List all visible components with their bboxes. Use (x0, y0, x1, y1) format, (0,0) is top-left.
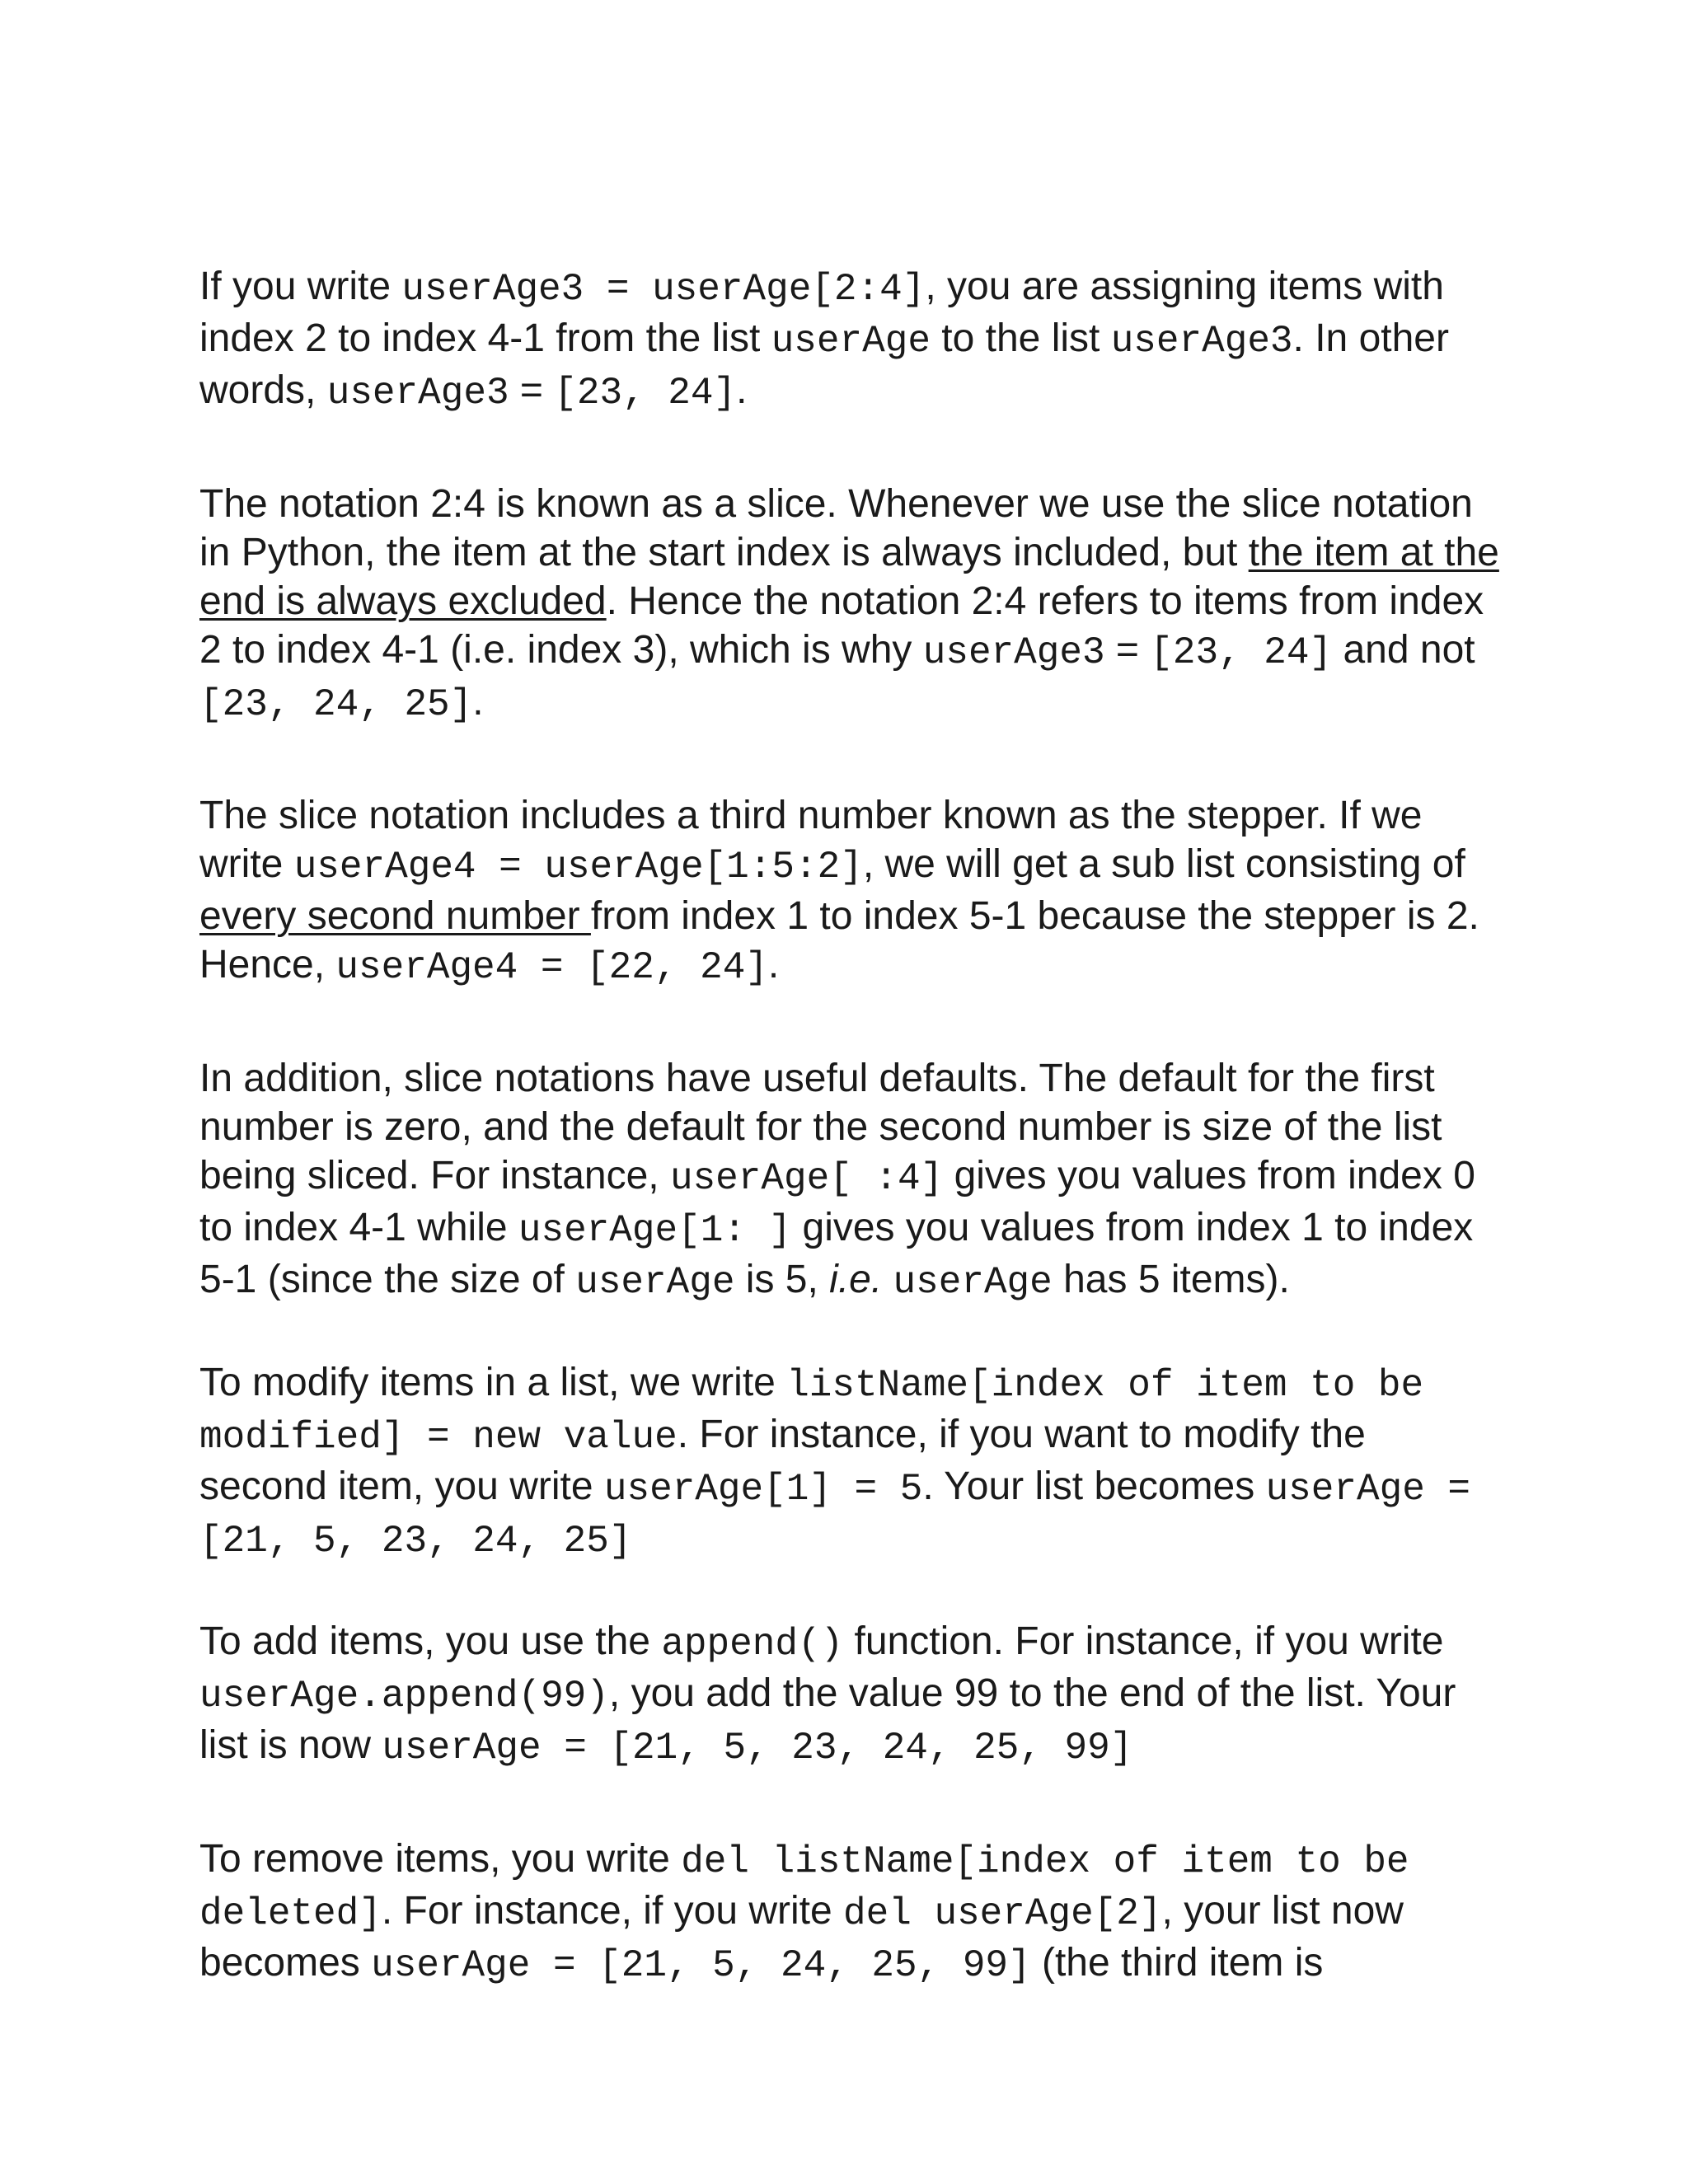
text-run: has 5 items). (1052, 1258, 1290, 1301)
text-run: . For instance, if you write (381, 1889, 844, 1933)
code-snippet: [23, 24, 25] (199, 683, 473, 726)
text-run (882, 1258, 893, 1301)
code-snippet: del userAge[2] (843, 1892, 1162, 1935)
text-run: = (509, 368, 555, 412)
text-run: is 5, (734, 1258, 830, 1301)
code-snippet: listName[index of item to be modified] = new value (199, 1364, 1424, 1459)
code-snippet: [23, 24] (1150, 631, 1333, 674)
text-run: To add items, you use the (199, 1619, 662, 1663)
paragraph-slice-assignment (199, 262, 1502, 418)
code-snippet: userAge[ :4] (669, 1157, 944, 1200)
code-snippet: userAge[1: ] (518, 1209, 792, 1252)
text-run: and not (1332, 628, 1475, 672)
code-snippet: userAge3 (922, 631, 1105, 674)
paragraph-remove-items (199, 1835, 1502, 1990)
text-run: . (472, 680, 484, 724)
code-snippet: userAge[1] = 5 (603, 1468, 923, 1511)
text-run: , your list now becomes (199, 1889, 1404, 1985)
text-run: . In other words, (199, 316, 1449, 412)
text-run: , you are assigning items with index 2 to index 4-1 from the list (199, 265, 1444, 360)
code-snippet: userAge = [21, 5, 24, 25, 99] (371, 1944, 1031, 1987)
text-run: To modify items in a list, we write (199, 1361, 787, 1404)
code-snippet: userAge (771, 320, 931, 363)
text-run: from index 1 to index 5-1 because the stepper is 2. Hence, (199, 894, 1479, 987)
text-run: . Hence the notation 2:4 refers to items from index 2 to index 4-1 (i.e. index 3), which is why (199, 579, 1484, 672)
italic-text: i.e. (829, 1258, 883, 1301)
text-run: = (1104, 628, 1151, 672)
text-run: In addition, slice notations have useful defaults. The default for the first number is zero, and the default for the second number is size of the list being sliced. For instance, (199, 1057, 1442, 1197)
code-snippet: userAge (893, 1261, 1053, 1304)
text-run: . (767, 943, 780, 987)
text-run: The notation 2:4 is known as a slice. Whenever we use the slice notation in Python, the item at the start index is always included, but (199, 482, 1473, 574)
paragraph-stepper (199, 791, 1502, 992)
text-run: function. For instance, if you write (843, 1619, 1444, 1663)
code-snippet: [23, 24] (554, 372, 737, 415)
paragraph-add-items (199, 1617, 1502, 1773)
text-run: To remove items, you write (199, 1837, 682, 1881)
text-run: . Your list becomes (922, 1465, 1266, 1508)
text-run: . (736, 368, 748, 412)
code-snippet: append() (661, 1623, 844, 1666)
underlined-text: every second number (199, 894, 591, 938)
code-snippet: userAge3 (326, 372, 509, 415)
paragraph-modify-items (199, 1358, 1502, 1566)
text-run: The slice notation includes a third number known as the stepper. If we write (199, 794, 1423, 886)
code-snippet: userAge4 = userAge[1:5:2] (293, 846, 863, 888)
underlined-text: the item at the end is always excluded (199, 531, 1499, 623)
text-run: (the third item is (1030, 1941, 1324, 1985)
text-run: If you write (199, 265, 402, 308)
text-run: . For instance, if you want to modify the second item, you write (199, 1413, 1366, 1508)
code-snippet: userAge (575, 1261, 735, 1304)
text-run: gives you values from index 0 to index 4-1 while (199, 1154, 1475, 1249)
text-run: , we will get a sub list consisting of (862, 842, 1465, 886)
code-snippet: userAge = [21, 5, 23, 24, 25] (199, 1468, 1471, 1563)
text-run: gives you values from index 1 to index 5-1 (since the size of (199, 1206, 1474, 1301)
code-snippet: userAge3 = userAge[2:4] (401, 268, 926, 311)
code-snippet: userAge4 = [22, 24] (335, 946, 768, 989)
text-run: , you add the value 99 to the end of the list. Your list is now (199, 1671, 1456, 1767)
code-snippet: userAge3 (1110, 320, 1293, 363)
code-snippet: userAge.append(99) (199, 1675, 609, 1718)
code-snippet: del listName[index of item to be deleted] (199, 1840, 1409, 1935)
text-run: to the list (930, 316, 1111, 360)
code-snippet: userAge = [21, 5, 23, 24, 25, 99] (382, 1727, 1133, 1769)
document-body (199, 262, 1502, 1990)
paragraph-slice-notation (199, 480, 1502, 729)
paragraph-slice-defaults (199, 1054, 1502, 1307)
